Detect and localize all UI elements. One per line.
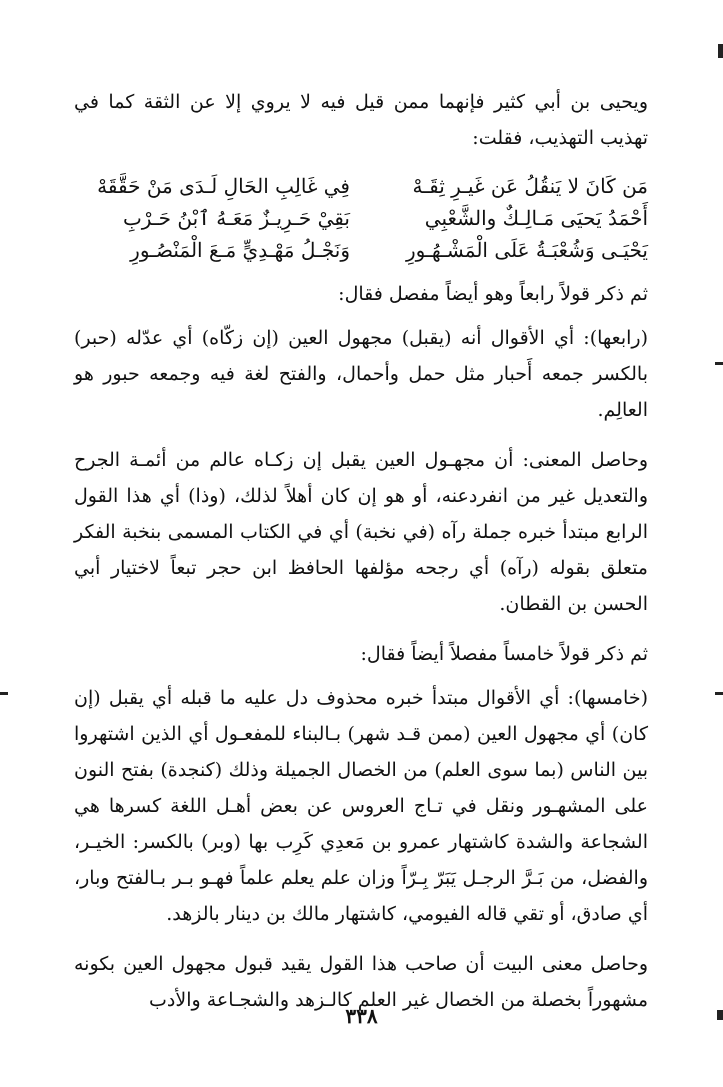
- verse-hemistich-second: وَنَجْـلُ مَهْـدِيٍّ مَـعَ الْمَنْصُـورِ: [130, 238, 350, 262]
- page-number: ٣٣٨: [345, 1004, 378, 1028]
- paragraph-verse-meaning: وحاصل معنى البيت أن صاحب هذا القول يقيد قبول مجهول العين بكونه مشهوراً بخصلة من الخصال غير العلم كالـزهد والشجـاعة والأدب: [74, 953, 648, 1011]
- verse-hemistich-first: أَحْمَدُ يَحيَى مَـالِـكٌ والشَّعْبِي: [424, 206, 648, 230]
- poem-verse: [74, 202, 648, 234]
- poem-verse: [74, 170, 648, 202]
- paragraph-fourth-opinion: (رابعها): أي الأقوال أنه (يقبل) مجهول العين (إن زكّاه) أي عدّله (حبر) بالكسر جمعه أَحبار مثل حمل وأحمال، والفتح لغة فيه وجمعه حبور هو العالِم.: [74, 327, 648, 421]
- intro-paragraph: ويحيى بن أبي كثير فإنهما ممن قيل فيه لا يروي إلا عن الثقة كما في تهذيب التهذيب، فقلت:: [74, 91, 648, 149]
- paragraph-fifth-opinion-intro: ثم ذكر قولاً خامساً مفصلاً أيضاً فقال:: [360, 643, 648, 665]
- paragraph-fourth-opinion-intro: ثم ذكر قولاً رابعاً وهو أيضاً مفصل فقال:: [338, 283, 648, 305]
- margin-mark: [717, 1010, 723, 1020]
- verse-hemistich-second: بَقِيْ حَـرِيـزٌ مَعَـهُ ٱبْنُ حَـرْبِ: [122, 206, 350, 230]
- margin-mark: [715, 362, 723, 365]
- verse-hemistich-first: مَن كَانَ لا يَنقُلُ عَن غَيـرِ ثِقَـهْ: [412, 174, 648, 198]
- paragraph-fifth-opinion: (خامسها): أي الأقوال مبتدأ خبره محذوف دل عليه ما قبله أي يقبل (إن كان) أي مجهول العين (ممن قـد شهر) بـالبناء للمفعـول أي الذين اشتهروا بين الناس (بما سوى العلم) من الخصال الجميلة وذلك (كنجدة) بفتح النون على المشهـور ونقل في تـاج العروس عن بعض أهـل اللغة كسرها هي الشجاعة والشدة كاشتهار عمرو بن مَعدِي كَرِب بها (وبر) بالكسر: الخيـر، والفضل، من بَـرَّ الرجـل يَبَرّ بِـرّاً وزان علم يعلم علماً فهـو بـر بـالفتح وبار، أي صادق، أو تقي قاله الفيومي، كاشتهار مالك بن دينار بالزهد.: [74, 687, 648, 925]
- margin-mark: [0, 692, 8, 695]
- poem: [74, 170, 648, 266]
- verse-hemistich-first: يَحْيَـى وَشُعْبَـةُ عَلَى الْمَشْـهُـورِ: [405, 238, 648, 262]
- margin-mark: [715, 692, 723, 695]
- page-body: [74, 84, 648, 1032]
- verse-hemistich-second: فِي غَالِبِ الحَالِ لَـدَى مَنْ حَقَّقَهْ: [97, 174, 350, 198]
- paragraph-meaning: وحاصل المعنى: أن مجهـول العين يقبل إن زكـاه عالم من أئمـة الجرح والتعديل غير من انفردعنه، أو هو إن كان أهلاً لذلك، (وذا) أي هذا القول الرابع مبتدأ خبره جملة رآه (في نخبة) أي في الكتاب المسمى بنخبة الفكر متعلق بقوله (رآه) أي رجحه مؤلفها الحافظ ابن حجر تبعاً لاختيار أبي الحسن بن القطان.: [74, 449, 648, 615]
- margin-mark: [718, 44, 723, 58]
- poem-verse: [74, 234, 648, 266]
